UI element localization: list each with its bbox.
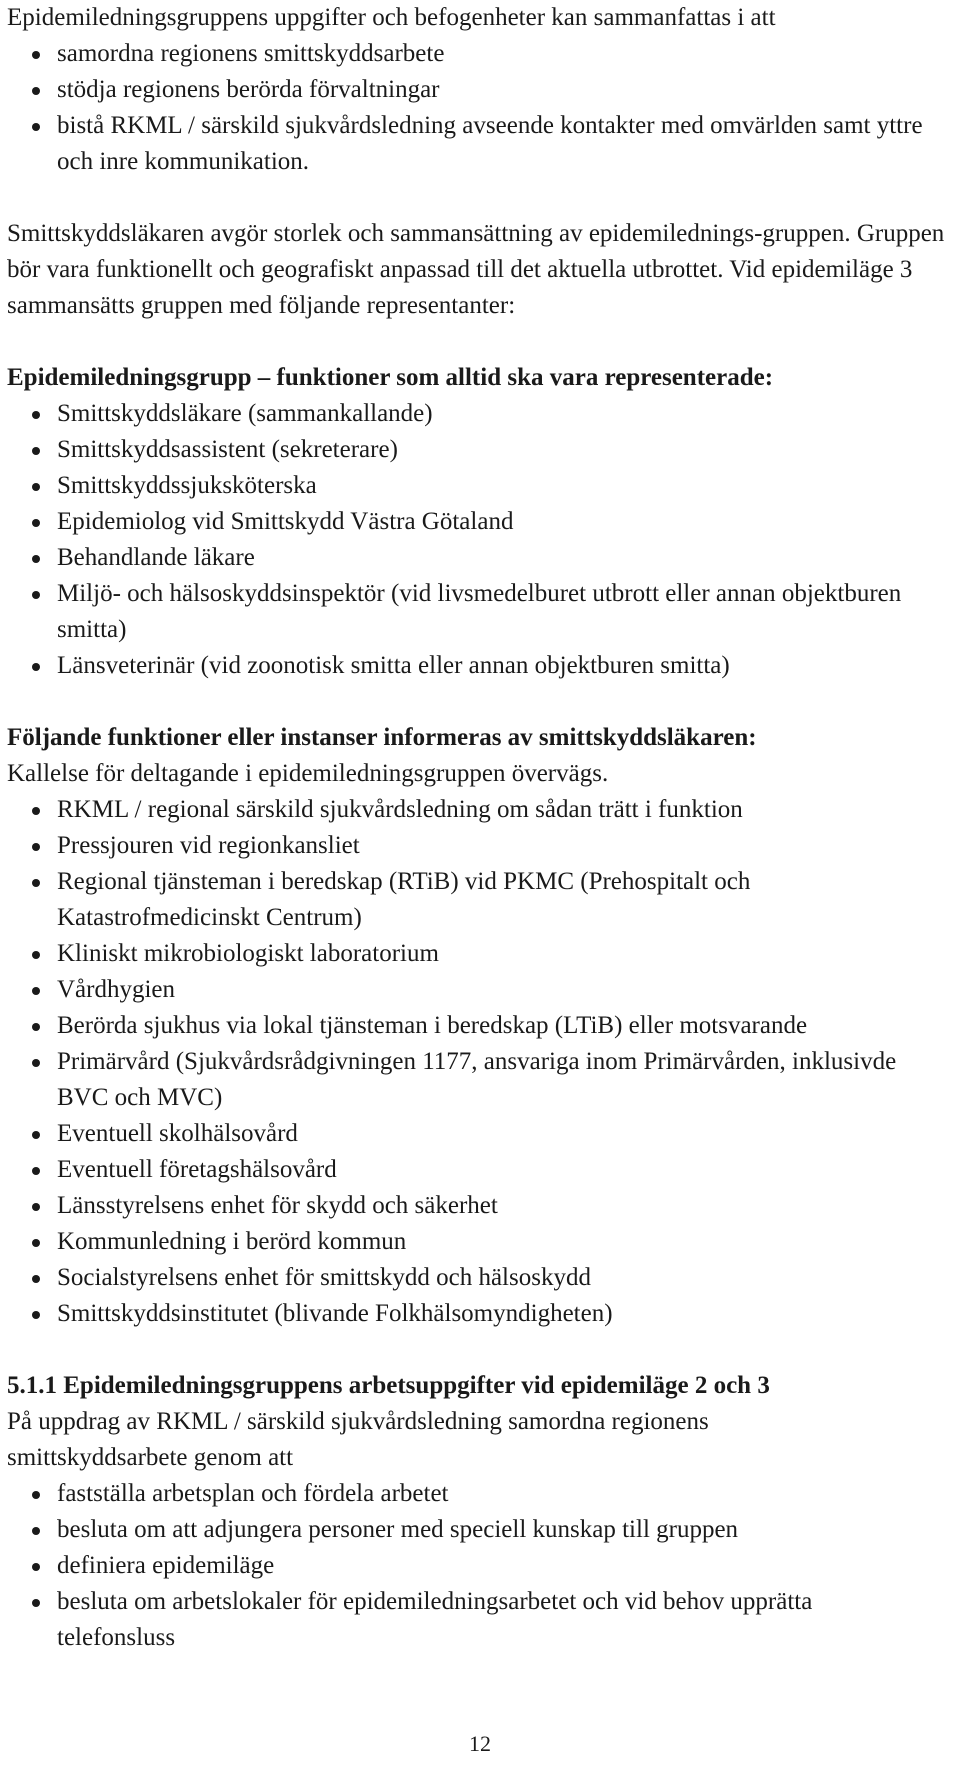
- bullet-icon: [32, 1167, 40, 1175]
- list-item: Eventuell företagshälsovård: [7, 1152, 952, 1188]
- list-item: samordna regionens smittskyddsarbete: [7, 36, 952, 72]
- bullet-icon: [32, 483, 40, 491]
- list-item: Smittskyddssjuksköterska: [7, 468, 952, 504]
- bullet-icon: [32, 123, 40, 131]
- spacer: [7, 324, 952, 360]
- bullet-icon: [32, 555, 40, 563]
- bullet-icon: [32, 1311, 40, 1319]
- informed-heading: Följande funktioner eller instanser informeras av smittskyddsläkaren:: [7, 724, 757, 751]
- always-represented-heading: Epidemiledningsgrupp – funktioner som alltid ska vara representerade:: [7, 364, 774, 391]
- spacer: [7, 180, 952, 216]
- section-511-list: [7, 1476, 952, 1656]
- section-511-lead: På uppdrag av RKML / särskild sjukvårdsledning samordna regionens smittskyddsarbete genom att: [7, 1408, 709, 1471]
- document-page: [7, 0, 952, 1656]
- bullet-icon: [32, 879, 40, 887]
- list-item: Primärvård (Sjukvårdsrådgivningen 1177, ansvariga inom Primärvården, inklusivde BVC och MVC): [7, 1044, 952, 1116]
- list-item: Socialstyrelsens enhet för smittskydd och hälsoskydd: [7, 1260, 952, 1296]
- list-item: Berörda sjukhus via lokal tjänsteman i beredskap (LTiB) eller motsvarande: [7, 1008, 952, 1044]
- bullet-icon: [32, 843, 40, 851]
- bullet-icon: [32, 51, 40, 59]
- list-item: Miljö- och hälsoskyddsinspektör (vid livsmedelburet utbrott eller annan objektburen smitta): [7, 576, 952, 648]
- always-represented-list: [7, 396, 952, 684]
- list-item: definiera epidemiläge: [7, 1548, 952, 1584]
- list-item: Smittskyddsassistent (sekreterare): [7, 432, 952, 468]
- list-item: Länsstyrelsens enhet för skydd och säkerhet: [7, 1188, 952, 1224]
- list-item: besluta om arbetslokaler för epidemiledningsarbetet och vid behov upprätta telefonsluss: [7, 1584, 952, 1656]
- list-item: Smittskyddsinstitutet (blivande Folkhälsomyndigheten): [7, 1296, 952, 1332]
- list-item: Kliniskt mikrobiologiskt laboratorium: [7, 936, 952, 972]
- bullet-icon: [32, 1239, 40, 1247]
- composition-paragraph: Smittskyddsläkaren avgör storlek och sammansättning av epidemilednings-gruppen. Gruppen bör vara funktionellt och geografiskt anpassad till det aktuella utbrottet. Vid epidemiläge 3 sammansätts gruppen med följande representanter:: [7, 220, 945, 319]
- list-item: besluta om att adjungera personer med speciell kunskap till gruppen: [7, 1512, 952, 1548]
- informed-lead: Kallelse för deltagande i epidemiledningsgruppen övervägs.: [7, 760, 609, 787]
- bullet-icon: [32, 591, 40, 599]
- list-item: Kommunledning i berörd kommun: [7, 1224, 952, 1260]
- bullet-icon: [32, 87, 40, 95]
- list-item: Epidemiolog vid Smittskydd Västra Götaland: [7, 504, 952, 540]
- list-item: Länsveterinär (vid zoonotisk smitta eller annan objektburen smitta): [7, 648, 952, 684]
- bullet-icon: [32, 987, 40, 995]
- bullet-icon: [32, 1527, 40, 1535]
- list-item: Vårdhygien: [7, 972, 952, 1008]
- list-item: Pressjouren vid regionkansliet: [7, 828, 952, 864]
- list-item: bistå RKML / särskild sjukvårdsledning avseende kontakter med omvärlden samt yttre och inre kommunikation.: [7, 108, 952, 180]
- section-511-heading: 5.1.1 Epidemiledningsgruppens arbetsuppgifter vid epidemiläge 2 och 3: [7, 1372, 770, 1399]
- list-item: RKML / regional särskild sjukvårdsledning om sådan trätt i funktion: [7, 792, 952, 828]
- bullet-icon: [32, 1599, 40, 1607]
- list-item: Smittskyddsläkare (sammankallande): [7, 396, 952, 432]
- list-item: stödja regionens berörda förvaltningar: [7, 72, 952, 108]
- list-item: Behandlande läkare: [7, 540, 952, 576]
- bullet-icon: [32, 663, 40, 671]
- bullet-icon: [32, 1203, 40, 1211]
- spacer: [7, 1332, 952, 1368]
- intro-lead: Epidemiledningsgruppens uppgifter och befogenheter kan sammanfattas i att: [7, 4, 776, 31]
- bullet-icon: [32, 1059, 40, 1067]
- bullet-icon: [32, 411, 40, 419]
- list-item: fastställa arbetsplan och fördela arbetet: [7, 1476, 952, 1512]
- spacer: [7, 684, 952, 720]
- bullet-icon: [32, 1563, 40, 1571]
- bullet-icon: [32, 519, 40, 527]
- informed-list: [7, 792, 952, 1332]
- bullet-icon: [32, 807, 40, 815]
- bullet-icon: [32, 1131, 40, 1139]
- bullet-icon: [32, 1275, 40, 1283]
- bullet-icon: [32, 1491, 40, 1499]
- bullet-icon: [32, 951, 40, 959]
- bullet-icon: [32, 1023, 40, 1031]
- list-item: Eventuell skolhälsovård: [7, 1116, 952, 1152]
- list-item: Regional tjänsteman i beredskap (RTiB) vid PKMC (Prehospitalt och Katastrofmedicinskt Centrum): [7, 864, 952, 936]
- intro-list: [7, 36, 952, 180]
- bullet-icon: [32, 447, 40, 455]
- page-number: 12: [469, 1731, 491, 1756]
